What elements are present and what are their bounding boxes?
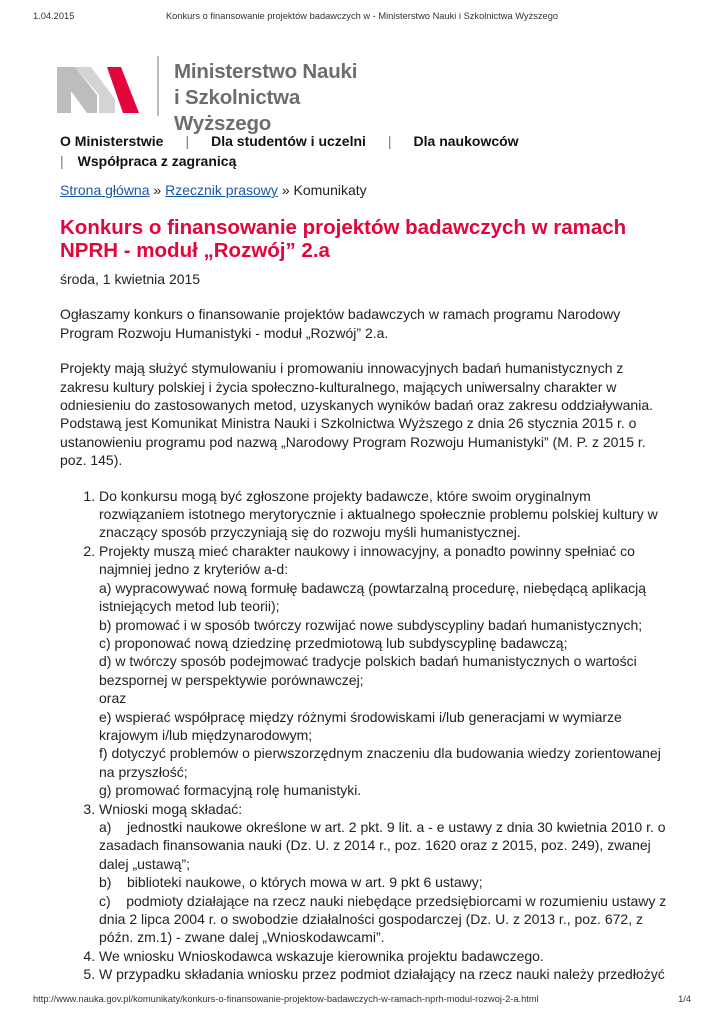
list-item-lead: 3. Wnioski mogą składać: — [99, 800, 243, 817]
print-footer — [33, 994, 691, 1004]
applicant-b: b) biblioteki naukowe, o których mowa w art. 9 pkt 6 ustawy; — [99, 874, 483, 891]
print-header — [33, 11, 691, 25]
ministry-logo-mark-icon — [57, 59, 139, 113]
logo-line-1: Ministerstwo Nauki — [174, 60, 358, 83]
list-item — [99, 800, 672, 947]
article-body: Projekty mają służyć stymulowaniu i promowaniu innowacyjnych badań humanistycznych z zakresu kultury polskiej i życia społeczno-kulturalnego, mających uniwersalny charakter w odniesieniu do zastosowanych metod, uzyskanych wyników badań oraz zakresu oddziaływania. Podstawą jest Komunikat Ministra Nauki i Szkolnictwa Wyższego z dnia 26 stycznia 2015 r. o ustanowieniu programu pod nazwą „Narodowy Program Rozwoju Humanistyki” (M. P. z 2015 r. poz. 145). — [60, 360, 653, 469]
breadcrumb — [60, 182, 367, 198]
nav-item-wspolpraca[interactable]: Współpraca z zagranicą — [77, 153, 237, 169]
ministry-logo[interactable] — [57, 56, 397, 135]
page-title: Konkurs o finansowanie projektów badawczych w ramach NPRH - moduł „Rozwój” 2.a — [60, 216, 627, 262]
article-date: środa, 1 kwietnia 2015 — [60, 271, 201, 287]
applicant-c: c) podmioty działające na rzecz nauki niebędące przedsiębiorcami w rozumieniu ustawy z dnia 2 lipca 2004 r. o swobodzie działalności gospodarczej (Dz. U. z 2013 r., poz. 672, z późn. zm.1) - zwane dalej „Wnioskodawcami”. — [99, 892, 671, 946]
breadcrumb-separator: » — [153, 182, 162, 198]
logo-divider — [157, 56, 159, 116]
logo-text — [174, 59, 397, 137]
criterion-c: c) proponować nową dziedzinę przedmiotową lub subdyscyplinę badawczą; — [99, 634, 568, 651]
criterion-b: b) promować i w sposób twórczy rozwijać nowe subdyscypliny badań humanistycznych; — [99, 616, 643, 633]
main-navigation — [60, 131, 680, 171]
breadcrumb-separator: » — [281, 182, 290, 198]
breadcrumb-press-link[interactable]: Rzecznik prasowy — [165, 182, 278, 198]
nav-item-o-ministerstwie[interactable]: O Ministerstwie — [60, 133, 164, 149]
article-intro: Ogłaszamy konkurs o finansowanie projektów badawczych w ramach programu Narodowy Program Rozwoju Humanistyki - moduł „Rozwój” 2.a. — [60, 306, 621, 341]
list-item: 5. W przypadku składania wniosku przez podmiot działający na rzecz nauki należy przedłożyć — [99, 965, 672, 983]
print-page-title: Konkurs o finansowanie projektów badawczych w - Ministerstwo Nauki i Szkolnictwa Wyższego — [165, 11, 559, 21]
print-date: 1.04.2015 — [33, 11, 75, 21]
nav-separator: | — [387, 133, 392, 149]
list-item: 4. We wniosku Wnioskodawca wskazuje kierownika projektu badawczego. — [99, 947, 672, 965]
applicant-a: a) jednostki naukowe określone w art. 2 pkt. 9 lit. a - e ustawy z dnia 30 kwietnia 2010 r. o zasadach finansowania nauki (Dz. U. z 2014 r., poz. 1620 oraz z 2015, poz. 249), zwanej dalej „ustawą”; — [99, 818, 670, 872]
list-item-lead: 2. Projekty muszą mieć charakter naukowy i innowacyjny, a ponadto powinny spełniać co najmniej jedno z kryteriów a-d: — [99, 542, 635, 578]
nav-item-dla-naukowcow[interactable]: Dla naukowców — [413, 133, 519, 149]
logo-line-2: i Szkolnictwa Wyższego — [174, 86, 301, 135]
list-item — [99, 542, 672, 800]
criterion-a: a) wypracowywać nową formułę badawczą (powtarzalną procedurę, niebędącą aplikacją istniejących metod lub teorii); — [99, 579, 647, 615]
nav-separator: | — [185, 133, 190, 149]
criterion-oraz: oraz — [99, 690, 127, 707]
list-item: 1. Do konkursu mogą być zgłoszone projekty badawcze, które swoim oryginalnym rozwiązaniem istotnego merytorycznie i aktualnego społecznie problemu polskiej kultury w znaczący sposób przyczyniają się do rozwoju myśli humanistycznej. — [99, 487, 672, 542]
nav-item-dla-studentow[interactable]: Dla studentów i uczelni — [211, 133, 366, 149]
print-page-number: 1/4 — [678, 994, 691, 1004]
criterion-f: f) dotyczyć problemów o pierwszorzędnym znaczeniu dla budowania wiedzy zorientowanej na przyszłość; — [99, 745, 661, 780]
article-content — [60, 270, 672, 984]
nav-separator: | — [60, 153, 64, 169]
print-url: http://www.nauka.gov.pl/komunikaty/konkurs-o-finansowanie-projektow-badawczych-w-ramach-nprh-modul-rozwoj-2-a.html — [33, 994, 539, 1004]
criterion-d: d) w twórczy sposób podejmować tradycje polskich badań humanistycznych o wartości bezspornej w perspektywie porównawczej; — [99, 653, 637, 688]
criterion-e: e) wspierać współpracę między różnymi środowiskami i/lub generacjami w wymiarze krajowym i/lub międzynarodowym; — [99, 708, 622, 743]
breadcrumb-home-link[interactable]: Strona główna — [60, 182, 150, 198]
criterion-g: g) promować formacyjną rolę humanistyki. — [99, 782, 362, 799]
breadcrumb-current: Komunikaty — [293, 182, 367, 198]
criteria-list — [60, 487, 672, 984]
